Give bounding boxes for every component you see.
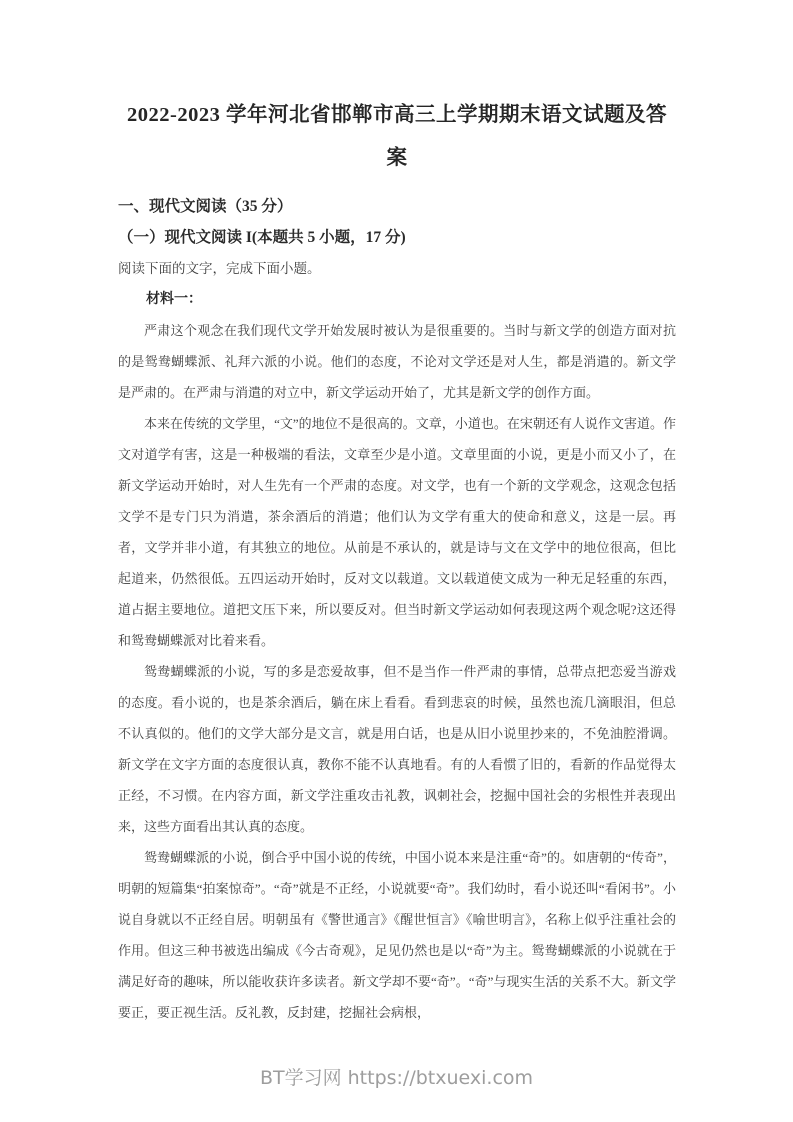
- subsection-heading: （一）现代文阅读 I(本题共 5 小题，17 分): [118, 229, 406, 246]
- material-one-label: 材料一：: [146, 292, 202, 307]
- paragraph: 本来在传统的文学里，“文”的地位不是很高的。文章，小道也。在宋朝还有人说作文害道。作文对道学有害，这是一种极端的看法，文章至少是小道。文章里面的小说，更是小而又小了，在新文学运动开始时，对人生先有一个严肃的态度。对文学，也有一个新的文学观念，这观念包括文学不是专门只为消遣，茶余酒后的消遣；他们认为文学有重大的使命和意义，这是一层。再者，文学并非小道，有其独立的地位。从前是不承认的，就是诗与文在文学中的地位很高，但比起道来，仍然很低。五四运动开始时，反对文以载道。文以载道使文成为一种无足轻重的东西，道占据主要地位。道把文压下来，所以要反对。但当时新文学运动如何表现这两个观念呢?这还得和鸳鸯蝴蝶派对比着来看。: [118, 416, 676, 648]
- section-heading: 一、现代文阅读（35 分）: [118, 198, 293, 215]
- document-title: 2022-2023 学年河北省邯郸市高三上学期期末语文试题及答案: [127, 104, 667, 169]
- watermark-text: BT学习网 https://btxuexi.com: [259, 1067, 534, 1089]
- paragraph: 鸳鸯蝴蝶派的小说，写的多是恋爱故事，但不是当作一件严肃的事情，总带点把恋爱当游戏的态度。看小说的，也是茶余酒后，躺在床上看看。看到悲哀的时候，虽然也流几滴眼泪，但总不认真似的。他们的文学大部分是文言，就是用白话，也是从旧小说里抄来的，不免油腔滑调。新文学在文字方面的态度很认真，教你不能不认真地看。有的人看惯了旧的，看新的作品觉得太正经，不习惯。在内容方面，新文学注重攻击礼教，讽刺社会，挖掘中国社会的劣根性并表现出来，这些方面看出其认真的态度。: [118, 664, 676, 834]
- paragraph: 鸳鸯蝴蝶派的小说，倒合乎中国小说的传统，中国小说本来是注重“奇”的。如唐朝的“传奇”，明朝的短篇集“拍案惊奇”。“奇”就是不正经，小说就要“奇”。我们幼时，看小说还叫“看闲书”。小说自身就以不正经自居。明朝虽有《警世通言》《醒世恒言》《喻世明言》，名称上似乎注重社会的作用。但这三种书被选出编成《今古奇观》，足见仍然也是以“奇”为主。鸳鸯蝴蝶派的小说就在于满足好奇的趣味，所以能收获许多读者。新文学却不要“奇”。“奇”与现实生活的关系不大。新文学要正，要正视生活。反礼教，反封建，挖掘社会病根，: [118, 850, 676, 1020]
- content-area: [118, 94, 676, 1028]
- reading-instruction: 阅读下面的文字，完成下面小题。: [118, 261, 321, 276]
- paragraph: 严肃这个观念在我们现代文学开始发展时被认为是很重要的。当时与新文学的创造方面对抗的是鸳鸯蝴蝶派、礼拜六派的小说。他们的态度，不论对文学还是对人生，都是消遣的。新文学是严肃的。在严肃与消遣的对立中，新文学运动开始了，尤其是新文学的创作方面。: [118, 323, 676, 400]
